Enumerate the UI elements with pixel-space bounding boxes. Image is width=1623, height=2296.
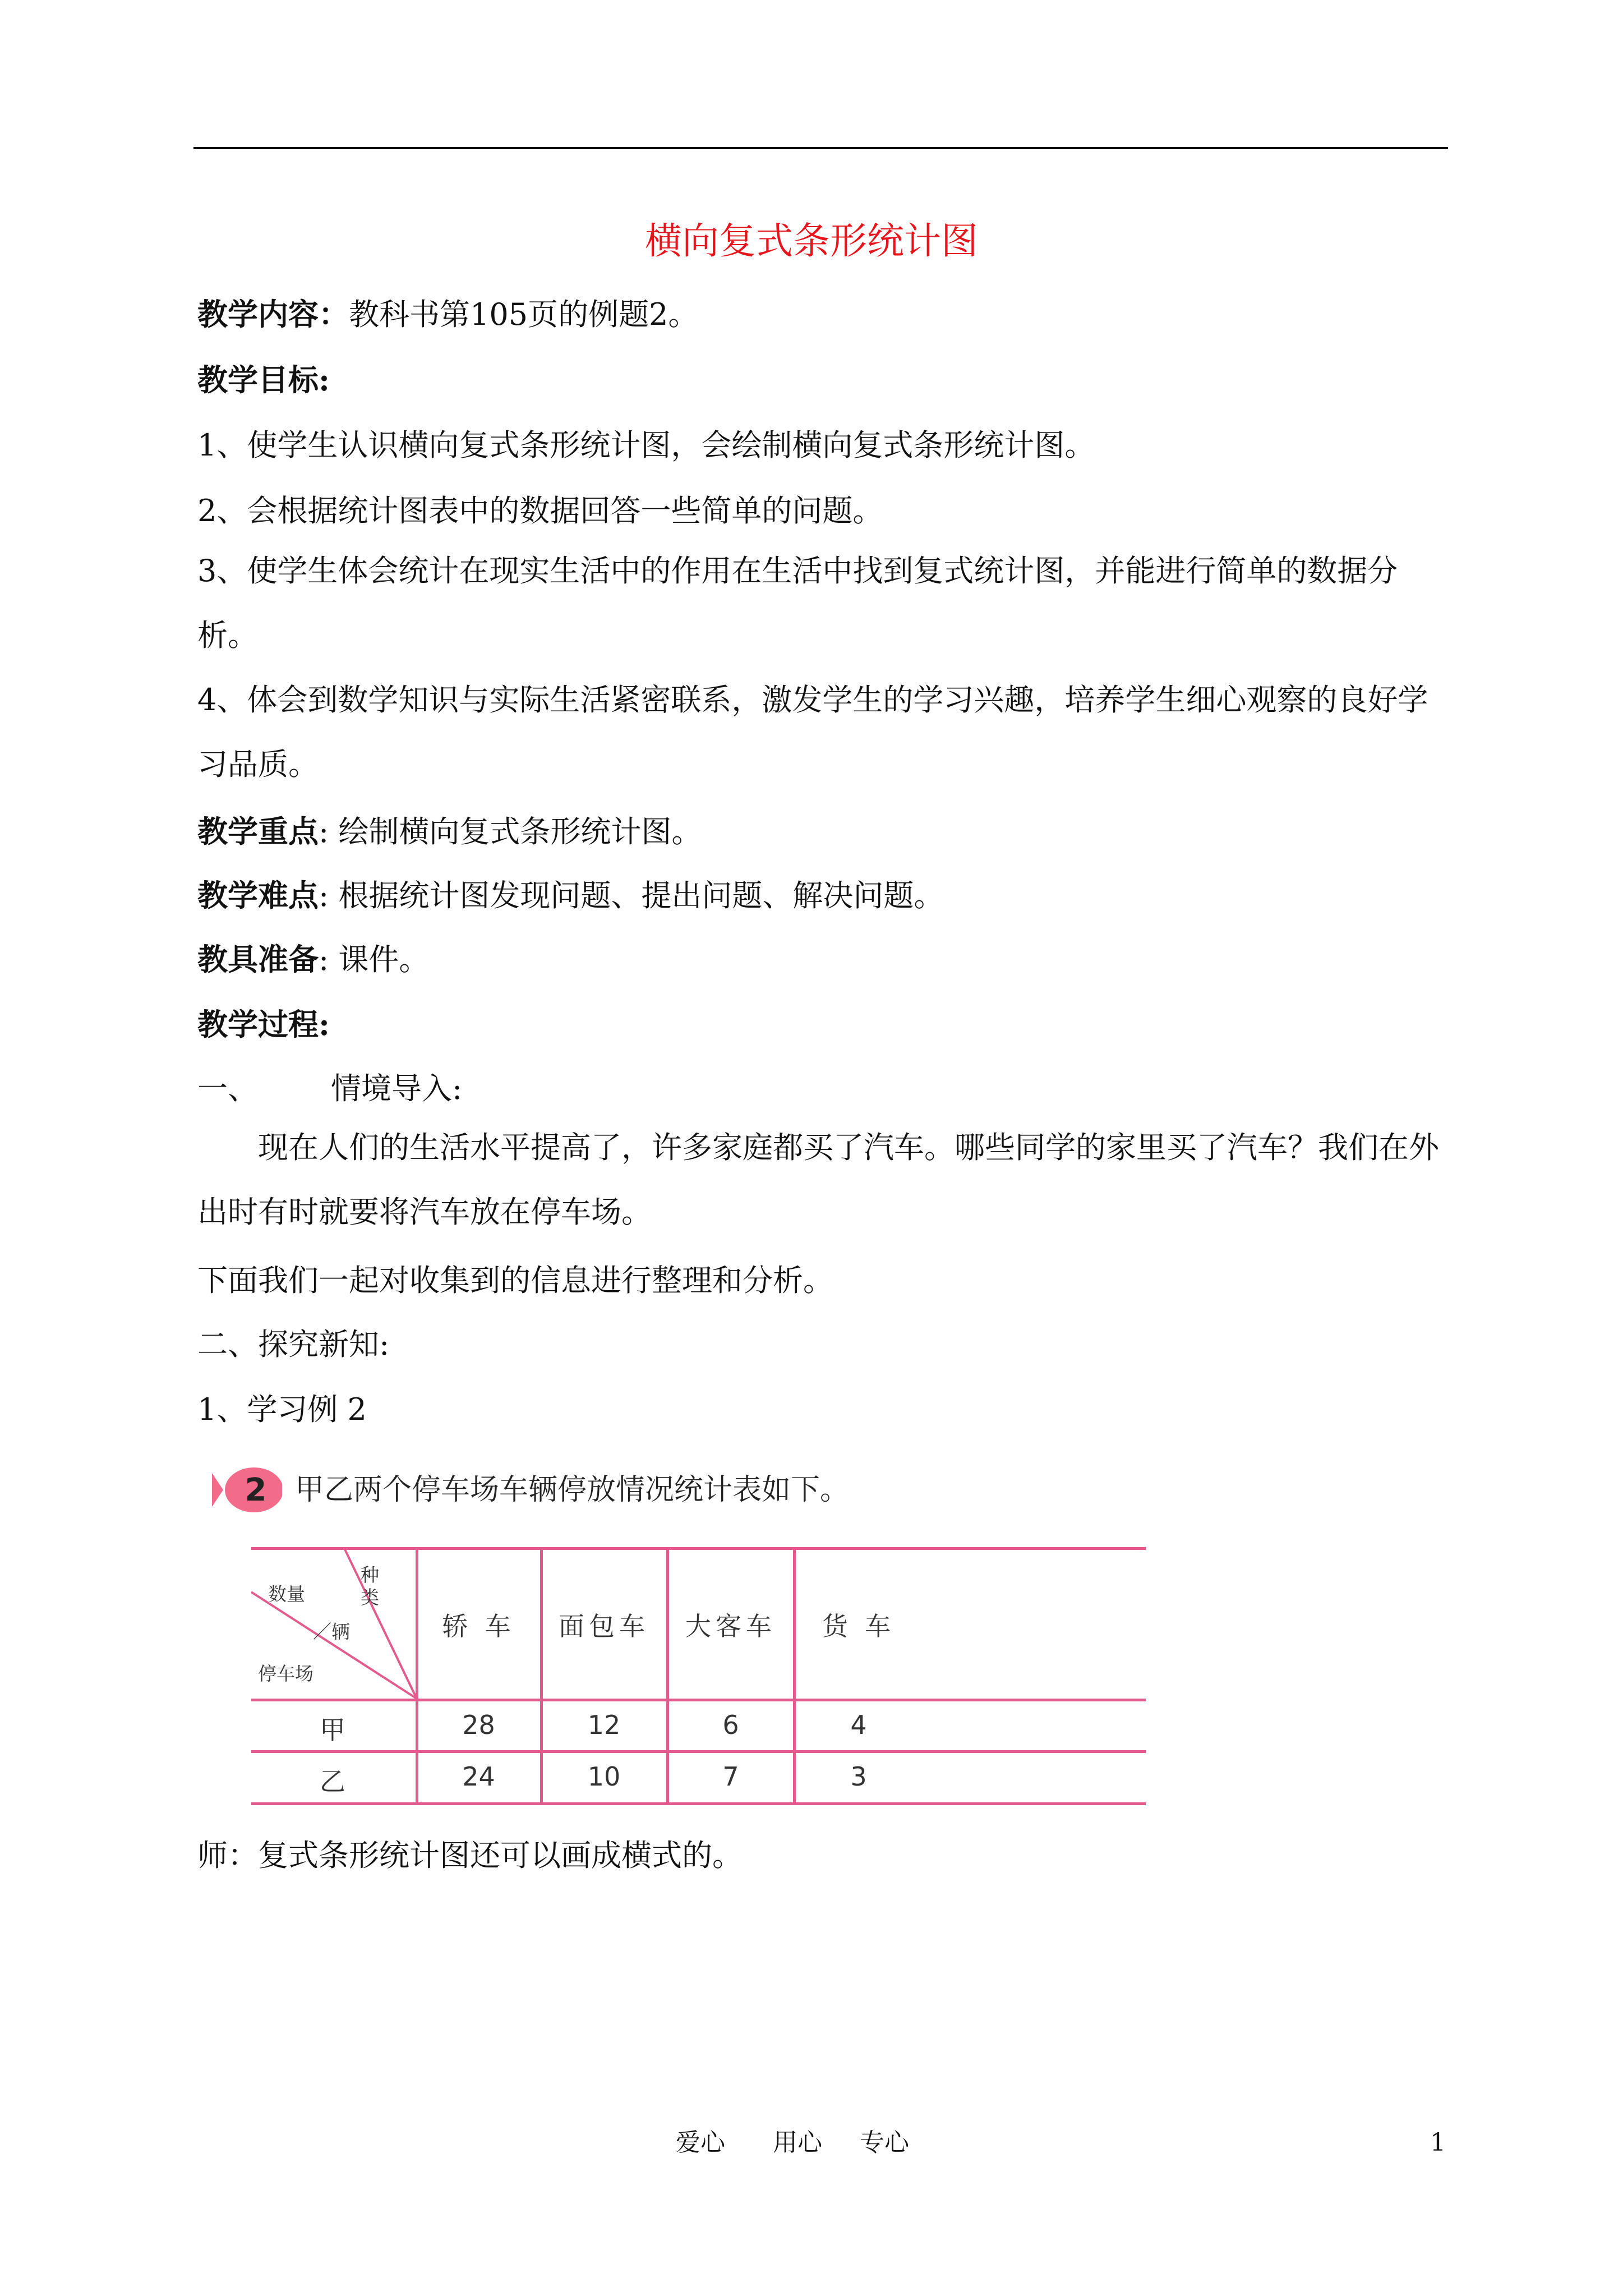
tools-text: : 课件。	[319, 942, 430, 977]
table-cell: 4	[850, 1710, 867, 1740]
row-label: 甲	[320, 1715, 345, 1745]
diag-label-lot: 停车场	[258, 1663, 313, 1685]
diag-label-quantity: 数量	[268, 1583, 305, 1605]
content-text: 教科书第105页的例题2。	[349, 297, 699, 332]
section-2: 二、探究新知:	[197, 1327, 390, 1362]
table-cell: 28	[462, 1710, 495, 1740]
fish-badge-icon	[212, 1465, 282, 1515]
table-cell: 12	[587, 1710, 621, 1740]
tools-label: 教具准备	[197, 941, 319, 977]
goal-3: 3、使学生体会统计在现实生活中的作用在生活中找到复式统计图，并能进行简单的数据分析。	[197, 553, 1398, 653]
page-title: 横向复式条形统计图	[645, 219, 978, 263]
table-cell: 10	[587, 1761, 621, 1792]
footer-motto-3: 专心	[860, 2128, 909, 2157]
column-header: 货 车	[822, 1611, 896, 1641]
goal-2: 2、会根据统计图表中的数据回答一些简单的问题。	[197, 493, 883, 528]
row-label: 乙	[320, 1766, 345, 1797]
example-title: 甲乙两个停车场车辆停放情况统计表如下。	[295, 1473, 850, 1507]
keypoint-line	[197, 809, 702, 854]
process-label: 教学过程:	[197, 1006, 330, 1042]
content-label: 教学内容：	[197, 296, 349, 332]
diag-label-kind: 种类	[361, 1564, 379, 1608]
section-1	[197, 1066, 462, 1111]
goals-label: 教学目标:	[197, 362, 330, 398]
column-header: 大客车	[685, 1611, 776, 1641]
goal-4: 4、体会到数学知识与实际生活紧密联系，激发学生的学习兴趣，培养学生细心观察的良好学习品质。	[197, 682, 1428, 782]
data-table	[251, 1547, 1146, 1805]
example-figure	[212, 1458, 941, 1806]
header-rule	[193, 147, 1448, 149]
tools-line	[197, 937, 429, 982]
column-header: 面包车	[559, 1611, 649, 1641]
footer-motto-1: 爱心	[676, 2128, 725, 2157]
page-number: 1	[1430, 2128, 1446, 2157]
diag-label-unit: ／辆	[313, 1621, 350, 1642]
keypoint-label: 教学重点	[197, 813, 319, 849]
study-example: 1、学习例 2	[197, 1392, 367, 1427]
section-1-number: 一、	[197, 1071, 258, 1106]
content-line	[197, 292, 698, 337]
table-cell: 7	[722, 1761, 739, 1792]
table-divider	[251, 1750, 1146, 1753]
table-cell: 24	[462, 1761, 495, 1792]
table-cell: 3	[850, 1761, 867, 1792]
difficulty-label: 教学难点	[197, 877, 319, 913]
difficulty-text: : 根据统计图发现问题、提出问题、解决问题。	[319, 878, 944, 913]
footer-motto-2: 用心	[773, 2128, 822, 2157]
goal-1: 1、使学生认识横向复式条形统计图，会绘制横向复式条形统计图。	[197, 427, 1095, 463]
difficulty-line	[197, 873, 944, 918]
keypoint-text: : 绘制横向复式条形统计图。	[319, 814, 702, 849]
table-border-bottom	[251, 1802, 1146, 1805]
teacher-note: 师：复式条形统计图还可以画成横式的。	[197, 1838, 743, 1873]
paragraph-2: 下面我们一起对收集到的信息进行整理和分析。	[197, 1263, 833, 1298]
section-1-title: 情境导入:	[331, 1071, 463, 1106]
column-header: 轿 车	[442, 1611, 515, 1641]
paragraph-1: 现在人们的生活水平提高了，许多家庭都买了汽车。哪些同学的家里买了汽车？我们在外出时有时就要将汽车放在停车场。	[197, 1130, 1439, 1230]
table-cell: 6	[722, 1710, 739, 1740]
badge-number: 2	[245, 1472, 267, 1508]
